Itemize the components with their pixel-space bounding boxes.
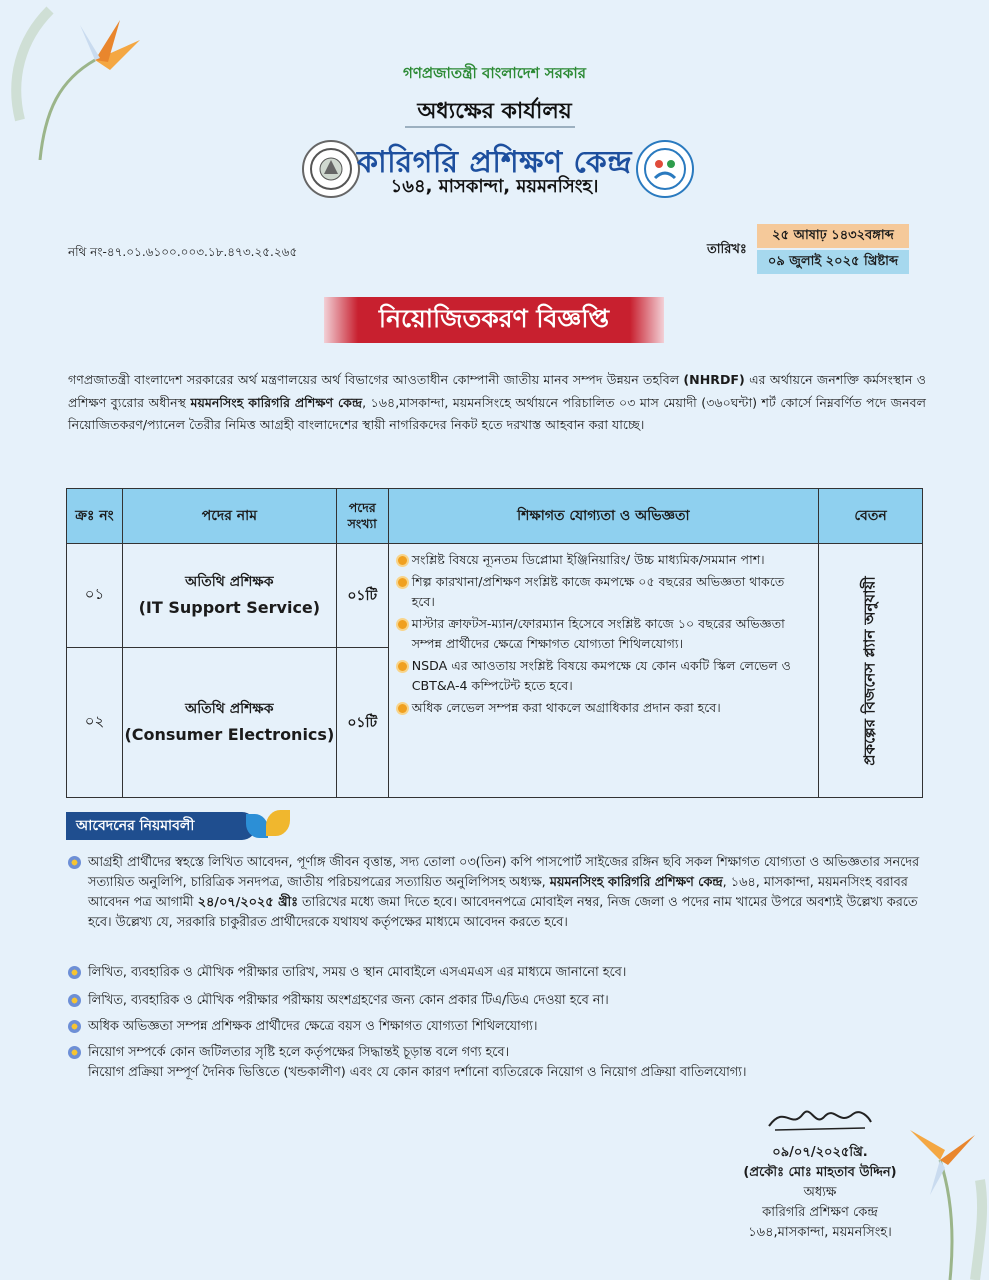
- qualification-cell: [388, 544, 818, 798]
- center-address: ১৬৪, মাসকান্দা, ময়মনসিংহ।: [390, 176, 599, 197]
- salary-cell: [819, 544, 923, 798]
- row-count: ০১টি: [336, 648, 388, 798]
- header-count-line2: সংখ্যা: [347, 516, 377, 531]
- center-name: কারিগরি প্রশিক্ষণ কেন্দ্র: [356, 145, 632, 180]
- rule-text: আগ্রহী প্রার্থীদের স্বহস্তে লিখিত আবেদন, পূর্ণাঙ্গ জীবন বৃত্তান্ত, সদ্য তোলা ০৩(তিন) কপি পাসপোর্ট সাইজের রঙ্গিন ছবি সকল শিক্ষাগত যোগ্যতা ও অভিজ্ঞতার সনদের সত্যায়িত অনুলিপি, চারিত্রিক সনদপত্র, জাতীয় পরিচয়পত্রের সত্যায়িত অনুলিপিসহ অধ্যক্ষ,: [88, 855, 920, 890]
- date-gregorian: ০৯ জুলাই ২০২৫ খ্রিষ্টাব্দ: [757, 250, 909, 274]
- rule-center-name: ময়মনসিংহ কারিগরি প্রশিক্ষণ কেন্দ্র: [549, 875, 723, 890]
- flower-bullet-icon: [68, 1020, 81, 1033]
- signatory-center: কারিগরি প্রশিক্ষণ কেন্দ্র: [762, 1205, 878, 1220]
- rule-text: তারিখের মধ্যে জমা দিতে হবে। আবেদনপত্রে মোবাইল নম্বর, নিজ জেলা ও পদের নাম খামের উপরে অবশ্যই উল্লেখ্য করতে হবে। উল্লেখ্য যে, সরকারি চাকুরীরত প্রার্থীদেরকে যথাযথ কর্তৃপক্ষের মাধ্যমে আবেদন করতে হবে।: [88, 895, 918, 930]
- rule-text: অধিক অভিজ্ঞতা সম্পন্ন প্রশিক্ষক প্রার্থীদের ক্ষেত্রে বয়স ও শিক্ষাগত যোগ্যতা শিথিলযোগ্য।: [88, 1019, 538, 1034]
- flower-bullet-icon: [68, 856, 81, 869]
- post-name-en: (Consumer Electronics): [124, 725, 335, 744]
- memo-number: নথি নং-৪৭.০১.৬১০০.০০৩.১৮.৪৭৩.২৫.২৬৫: [68, 245, 298, 259]
- intro-center-name: ময়মনসিংহ কারিগরি প্রশিক্ষণ কেন্দ্র: [190, 394, 363, 410]
- rules-title: আবেদনের নিয়মাবলী: [66, 812, 256, 840]
- list-item: [398, 550, 811, 570]
- post-name-en: (IT Support Service): [138, 598, 321, 617]
- header-salary: বেতন: [819, 489, 923, 544]
- signatory-name: (প্রকৌঃ মোঃ মাহতাব উদ্দিন): [743, 1165, 897, 1180]
- rule-item: [68, 1043, 926, 1083]
- rule-item: [68, 1017, 926, 1037]
- notice-title: নিয়োজিতকরণ বিজ্ঞপ্তি: [378, 303, 610, 333]
- table-header-row: [67, 489, 923, 544]
- government-title: গণপ্রজাতন্ত্রী বাংলাদেশ সরকার: [403, 64, 586, 82]
- table-row: [67, 544, 923, 648]
- qualification-text: অধিক লেভেল সম্পন্ন করা থাকলে অগ্রাধিকার প্রদান করা হবে।: [411, 700, 721, 715]
- rule-text: , ১৬৪, মাসকান্দা, ময়মনসিংহ বরাবর আবেদন পত্র আগামী: [88, 875, 908, 910]
- qualification-text: সংশ্লিষ্ট বিষয়ে ন্যূনতম ডিপ্লোমা ইঞ্জিনিয়ারিং/ উচ্চ মাধ্যমিক/সমমান পাশ।: [411, 552, 765, 567]
- handwritten-signature: [765, 1100, 875, 1136]
- header-serial: ক্রঃ নং: [67, 489, 123, 544]
- rule-text: নিয়োগ প্রক্রিয়া সম্পূর্ণ দৈনিক ভিত্তিতে (খন্ডকালীণ) এবং যে কোন কারণ দর্শানো ব্যতিরেকে নিয়োগ ও নিয়োগ প্রক্রিয়া বাতিলযোগ্য।: [88, 1065, 747, 1080]
- flower-bullet-icon: [68, 994, 81, 1007]
- bullet-icon: [398, 556, 407, 565]
- salary-text: প্রকল্পের বিজনেস প্ল্যান অনুযায়ী: [860, 575, 879, 766]
- qualification-list: [390, 545, 817, 726]
- flower-bullet-icon: [68, 1046, 81, 1059]
- header-count: [336, 489, 388, 544]
- list-item: [398, 614, 811, 654]
- row-post: [122, 544, 336, 648]
- bullet-icon: [398, 620, 407, 629]
- row-serial: ০২: [67, 648, 123, 798]
- signature-date: ০৯/০৭/২০২৫খ্রি.: [772, 1145, 868, 1160]
- rule-item: [68, 991, 926, 1011]
- intro-paragraph: [68, 369, 926, 437]
- rule-text: লিখিত, ব্যবহারিক ও মৌখিক পরীক্ষার পরীক্ষায় অংশগ্রহণের জন্য কোন প্রকার টিএ/ডিএ দেওয়া হবে না।: [88, 993, 609, 1008]
- rule-item: [68, 853, 926, 933]
- intro-text-1: গণপ্রজাতন্ত্রী বাংলাদেশ সরকারের অর্থ মন্ত্রণালয়ের অর্থ বিভাগের আওতাধীন কোম্পানী জাতীয় মানব সম্পদ উন্নয়ন তহবিল: [68, 372, 684, 387]
- notice-title-banner: [324, 297, 664, 343]
- intro-text-3: , ১৬৪,মাসকান্দা, ময়মনসিংহে অর্থায়নে পরিচালিত ০৩ মাস মেয়াদী (৩৬০ঘন্টা) শর্ট কোর্সে নিম্নবর্ণিত পদে জনবল নিয়োজিতকরণ/প্যানেল তৈরীর নিমিত্ত আগ্রহী বাংলাদেশের স্থায়ী নাগরিকদের নিকট হতে দরখাস্ত আহবান করা যাচ্ছে।: [68, 394, 926, 432]
- post-name-bn: অতিথি প্রশিক্ষক: [185, 701, 274, 717]
- qualification-text: শিল্প কারখানা/প্রশিক্ষণ সংশ্লিষ্ট কাজে কমপক্ষে ০৫ বছরের অভিজ্ঞতা থাকতে হবে।: [411, 574, 785, 609]
- title-underline: [405, 126, 575, 128]
- positions-table: [66, 488, 923, 798]
- list-item: [398, 698, 811, 718]
- bullet-icon: [398, 662, 407, 671]
- rule-item: [68, 963, 926, 983]
- header-qualification: শিক্ষাগত যোগ্যতা ও অভিজ্ঞতা: [388, 489, 818, 544]
- intro-nhrdf: (NHRDF): [683, 372, 745, 387]
- intro-text-2: এর অর্থায়নে জনশক্তি কর্মসংস্থান ও প্রশিক্ষণ ব্যুরোর অধীনস্থ: [68, 372, 926, 410]
- list-item: [398, 656, 811, 696]
- signatory-designation: অধ্যক্ষ: [803, 1185, 837, 1200]
- signature-block: [700, 1100, 940, 1243]
- rule-text: লিখিত, ব্যবহারিক ও মৌখিক পরীক্ষার তারিখ, সময় ও স্থান মোবাইলে এসএমএস এর মাধ্যমে জানানো হবে।: [88, 965, 627, 980]
- row-serial: ০১: [67, 544, 123, 648]
- qualification-text: মাস্টার ক্রাফটস-ম্যান/ফোরম্যান হিসেবে সংশ্লিষ্ট কাজে ১০ বছরের অভিজ্ঞতা সম্পন্ন প্রার্থীদের ক্ষেত্রে শিক্ষাগত যোগ্যতা শিথিলযোগ্য।: [411, 616, 785, 651]
- header-count-line1: পদের: [348, 500, 376, 515]
- header-post: পদের নাম: [122, 489, 336, 544]
- row-post: [122, 648, 336, 798]
- office-title: অধ্যক্ষের কার্যালয়: [417, 99, 572, 124]
- date-label: তারিখঃ: [707, 242, 747, 257]
- rule-text: নিয়োগ সম্পর্কে কোন জটিলতার সৃষ্টি হলে কর্তৃপক্ষের সিদ্ধান্তই চূড়ান্ত বলে গণ্য হবে।: [88, 1045, 510, 1060]
- bullet-icon: [398, 578, 407, 587]
- rule-deadline: ২৪/০৭/২০২৫ খ্রীঃ: [197, 895, 298, 910]
- date-bangla: ২৫ আষাঢ় ১৪৩২বঙ্গাব্দ: [757, 224, 909, 248]
- bullet-icon: [398, 704, 407, 713]
- qualification-text: NSDA এর আওতায় সংশ্লিষ্ট বিষয়ে কমপক্ষে যে কোন একটি স্কিল লেভেল ও CBT&A-4 কম্পিটেন্ট হতে হবে।: [411, 658, 791, 693]
- leaf-icon: [266, 810, 290, 836]
- flower-bullet-icon: [68, 966, 81, 979]
- post-name-bn: অতিথি প্রশিক্ষক: [185, 574, 274, 590]
- row-count: ০১টি: [336, 544, 388, 648]
- signatory-address: ১৬৪,মাসকান্দা, ময়মনসিংহ।: [748, 1225, 892, 1240]
- list-item: [398, 572, 811, 612]
